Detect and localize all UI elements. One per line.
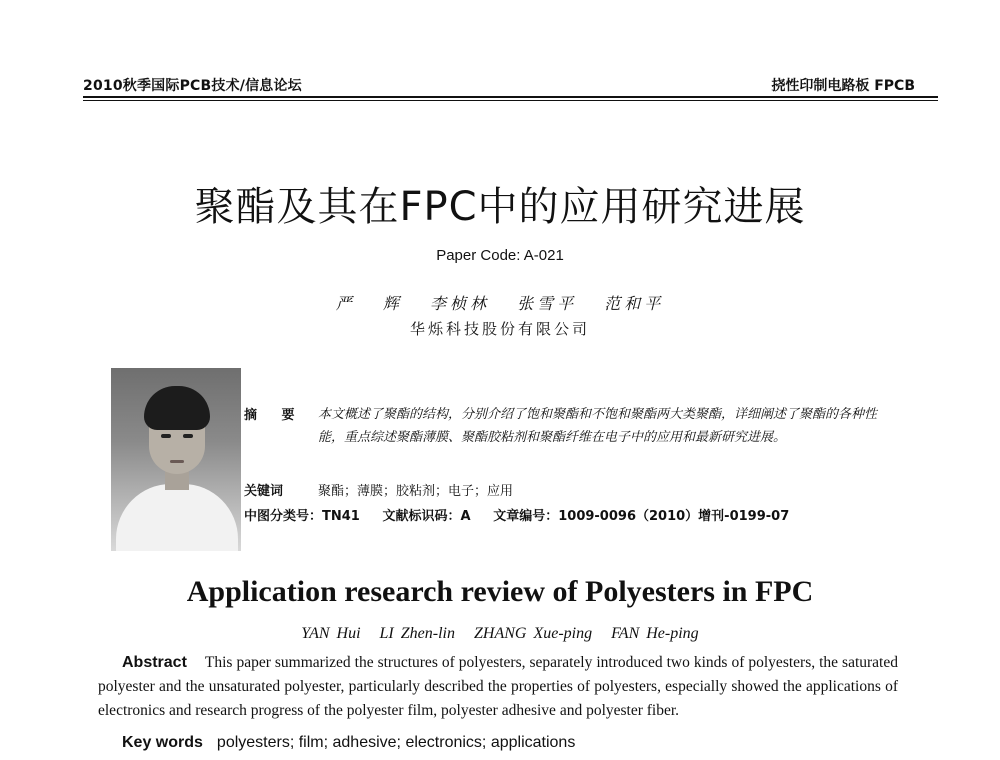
header-rule-thin — [83, 100, 938, 101]
abstract-en — [98, 651, 898, 723]
header-rule-thick — [83, 96, 938, 98]
english-authors — [0, 625, 1000, 643]
clc-label: 中图分类号： — [244, 509, 323, 524]
author-zh: 范和平 — [604, 294, 665, 313]
author-photo — [111, 368, 241, 551]
author-en: LI Zhen-lin — [379, 625, 455, 642]
paper-code: Paper Code: A-021 — [436, 247, 564, 264]
running-header-right: 挠性印制电路板 FPCB — [771, 78, 915, 94]
keywords-zh-text: 聚酯；薄膜；胶粘剂；电子；应用 — [318, 484, 514, 499]
keywords-en-text: polyesters; film; adhesive; electronics; applications — [216, 734, 576, 751]
author-zh: 严 辉 — [335, 294, 403, 313]
abstract-zh-label: 摘 要 — [244, 408, 305, 423]
author-zh: 张雪平 — [517, 294, 578, 313]
abstract-en-text: This paper summarized the structures of polyesters, separately introduced two kinds of polyesters, the saturated polyester and the unsaturated polyester, particularly described the properties of polyesters, especially showed the applications of electronics and research progress of the polyester film, polyester adhesive and polyester fiber. — [98, 654, 898, 719]
doc-code-value: A — [460, 509, 471, 524]
article-number-label: 文章编号： — [493, 509, 559, 524]
keywords-en-label: Key words — [122, 734, 203, 751]
chinese-title: 聚酯及其在FPC中的应用研究进展 — [194, 184, 806, 230]
english-title: Application research review of Polyesters in FPC — [186, 575, 814, 608]
author-en: ZHANG Xue-ping — [473, 625, 593, 642]
abstract-en-label: Abstract — [122, 654, 187, 671]
chinese-affiliation: 华烁科技股份有限公司 — [409, 320, 590, 338]
running-header-left: 2010秋季国际PCB技术/信息论坛 — [83, 78, 302, 94]
article-number-value: 1009-0096（2010）增刊-0199-07 — [558, 509, 790, 524]
abstract-zh-text: 本文概述了聚酯的结构，分别介绍了饱和聚酯和不饱和聚酯两大类聚酯，详细阐述了聚酯的各种性能，重点综述聚酯薄膜、聚酯胶粘剂和聚酯纤维在电子中的应用和最新研究进展。 — [318, 407, 878, 445]
author-zh: 李桢林 — [429, 294, 490, 313]
keywords-zh-label: 关键词 — [244, 484, 284, 499]
doc-code-label: 文献标识码： — [382, 509, 461, 524]
clc-value: TN41 — [322, 509, 360, 524]
author-en: YAN Hui — [301, 625, 361, 642]
chinese-authors — [0, 291, 1000, 314]
classification-line — [244, 505, 789, 524]
keywords-en — [122, 734, 575, 752]
author-en: FAN He-ping — [611, 625, 699, 642]
